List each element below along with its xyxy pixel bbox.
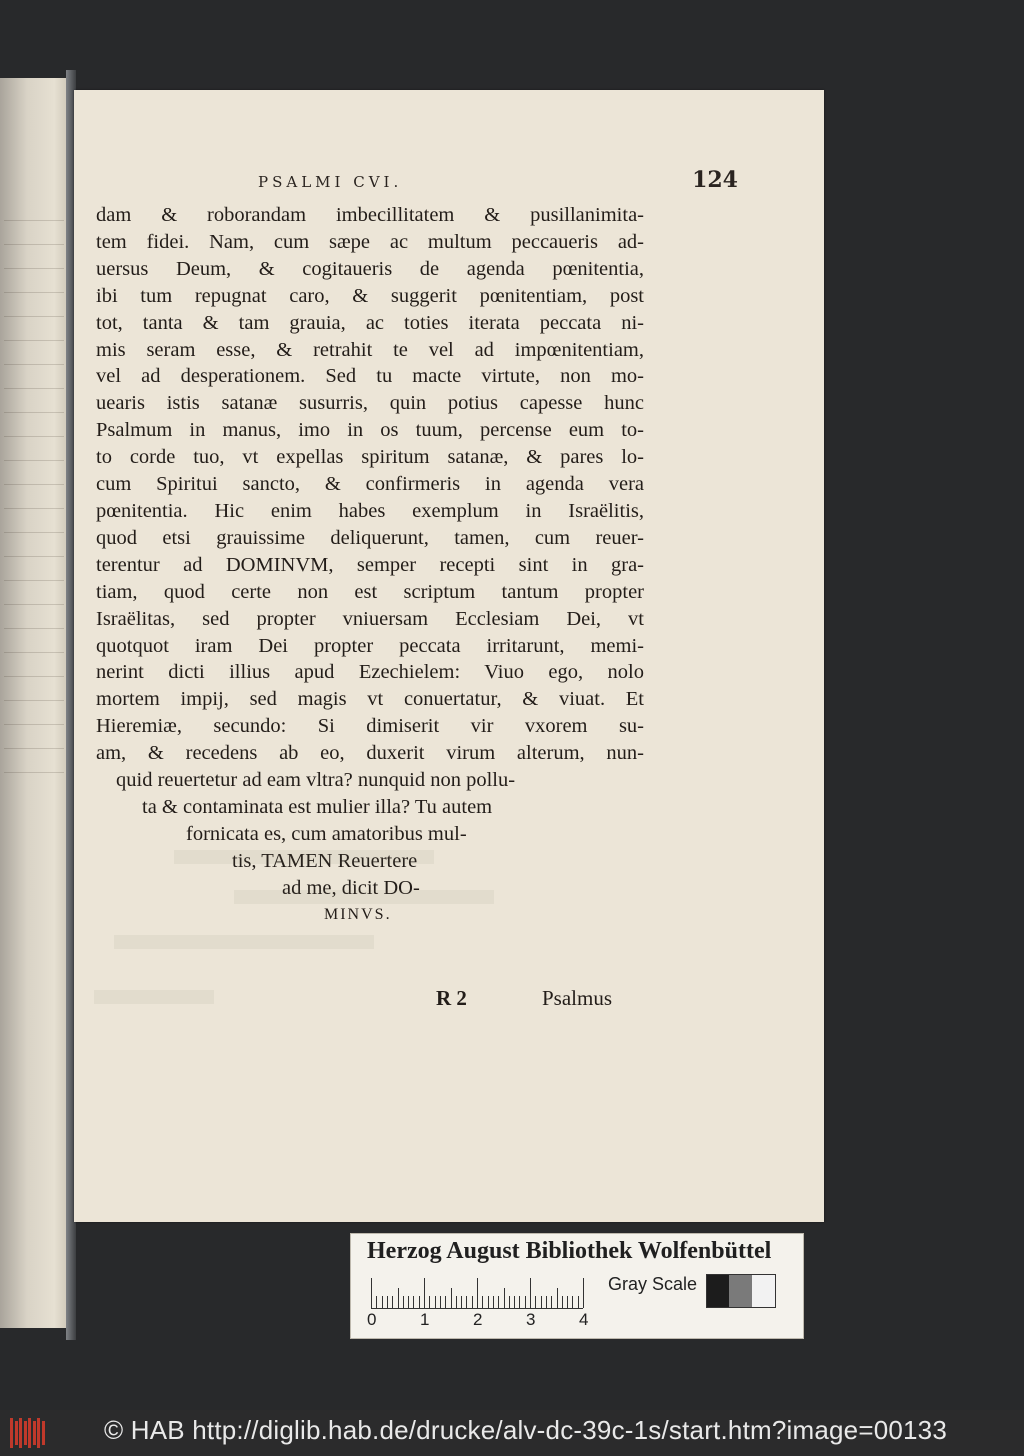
ruler-tick xyxy=(472,1296,473,1308)
text-line: nerint dicti illius apud Ezechielem: Viuo ego, nolo xyxy=(96,661,644,684)
ruler-tick xyxy=(440,1296,441,1308)
text-line: tiam, quod certe non est scriptum tantum propter xyxy=(96,580,644,603)
ruler-label: 3 xyxy=(526,1310,536,1329)
show-through-ghost xyxy=(174,850,434,864)
ruler-tick xyxy=(376,1296,377,1308)
ruler-tick xyxy=(451,1288,452,1308)
copyright-bar xyxy=(0,1410,1024,1456)
text-line: cum Spiritui sancto, & confirmeris in agenda vera xyxy=(96,473,644,496)
logo-bar xyxy=(24,1421,27,1445)
ruler-label: 4 xyxy=(579,1310,589,1329)
ruler-label: 1 xyxy=(420,1310,430,1329)
text-line: Psalmum in manus, imo in os tuum, percense eum to- xyxy=(96,419,644,442)
copyright-link[interactable]: © HAB http://diglib.hab.de/drucke/alv-dc-39c-1s/start.htm?image=00133 xyxy=(104,1415,948,1445)
facing-page-text-ghost xyxy=(4,198,64,774)
text-line: dam & roborandam imbecillitatem & pusillanimita- xyxy=(96,204,644,226)
logo-bar xyxy=(15,1421,18,1445)
show-through-ghost xyxy=(94,990,214,1004)
logo-bar xyxy=(37,1418,40,1448)
ruler-tick xyxy=(435,1296,436,1308)
logo-bar xyxy=(10,1418,13,1448)
library-name: Herzog August Bibliothek Wolfenbüttel xyxy=(367,1238,772,1264)
text-line: quod etsi grauissime deliquerunt, tamen, cum reuer- xyxy=(96,526,644,549)
text-line: uersus Deum, & cogitaueris de agenda pœnitentia, xyxy=(96,257,644,280)
ruler-scale xyxy=(371,1276,583,1309)
logo-bar xyxy=(42,1421,45,1445)
ruler-tick xyxy=(514,1296,515,1308)
ruler-tick xyxy=(583,1278,584,1308)
show-through-ghost xyxy=(114,935,374,949)
text-line: pœnitentia. Hic enim habes exemplum in Israëlitis, xyxy=(96,499,644,522)
ruler-tick xyxy=(429,1296,430,1308)
ruler-tick xyxy=(413,1296,414,1308)
ruler-tick xyxy=(419,1296,420,1308)
text-line: vel ad desperationem. Sed tu macte virtute, non mo- xyxy=(96,365,644,388)
text-line: am, & recedens ab eo, duxerit virum alterum, nun- xyxy=(96,742,644,765)
ruler-tick xyxy=(562,1296,563,1308)
ruler-tick xyxy=(466,1296,467,1308)
text-line: fornicata es, cum amatoribus mul- xyxy=(186,823,467,845)
show-through-ghost xyxy=(234,890,494,904)
ruler-tick xyxy=(557,1288,558,1308)
ruler-tick xyxy=(424,1278,425,1308)
gray-swatch-mid xyxy=(729,1274,752,1308)
ruler-label: 0 xyxy=(367,1310,377,1329)
ruler-tick xyxy=(493,1296,494,1308)
ruler-tick xyxy=(408,1296,409,1308)
ruler-tick xyxy=(382,1296,383,1308)
signature-mark: R 2 xyxy=(436,986,467,1010)
ruler-tick xyxy=(567,1296,568,1308)
ruler-tick xyxy=(488,1296,489,1308)
text-line: uearis istis satanæ susurris, quin potius capesse hunc xyxy=(96,392,644,415)
ruler-tick xyxy=(477,1278,478,1308)
text-line: ibi tum repugnat caro, & suggerit pœnitentiam, post xyxy=(96,284,644,307)
ruler-label: 2 xyxy=(473,1310,483,1329)
logo-bar xyxy=(33,1421,36,1445)
text-line: Hieremiæ, secundo: Si dimiserit vir vxorem su- xyxy=(96,715,644,738)
ruler-tick xyxy=(403,1296,404,1308)
ruler-tick xyxy=(387,1296,388,1308)
logo-bar xyxy=(28,1418,31,1448)
page-number: 124 xyxy=(692,167,738,193)
ruler-tick xyxy=(535,1296,536,1308)
ruler-tick xyxy=(445,1296,446,1308)
ruler-tick xyxy=(546,1296,547,1308)
text-line: mortem impij, sed magis vt conuertatur, & viuat. Et xyxy=(96,688,644,711)
catchword: Psalmus xyxy=(542,986,613,1010)
text-line: mis seram esse, & retrahit te vel ad impœnitentiam, xyxy=(96,338,644,361)
ruler-tick xyxy=(504,1288,505,1308)
text-line: MINVS. xyxy=(324,906,392,923)
text-line: quotquot iram Dei propter peccata irritarunt, memi- xyxy=(96,634,644,657)
text-line: tot, tanta & tam grauia, ac toties iterata peccata ni- xyxy=(96,311,644,334)
calibration-strip xyxy=(350,1233,804,1339)
text-line: tem fidei. Nam, cum sæpe ac multum peccaueris ad- xyxy=(96,230,644,253)
ruler-tick xyxy=(519,1296,520,1308)
ruler-tick xyxy=(525,1296,526,1308)
ruler-tick xyxy=(461,1296,462,1308)
ruler-tick xyxy=(551,1296,552,1308)
ruler-tick xyxy=(482,1296,483,1308)
ruler-tick xyxy=(541,1296,542,1308)
ruler-tick xyxy=(498,1296,499,1308)
text-line: ta & contaminata est mulier illa? Tu autem xyxy=(142,796,493,818)
book-page xyxy=(74,90,824,1222)
facing-page-edge xyxy=(0,78,68,1328)
gray-scale-label: Gray Scale xyxy=(608,1274,698,1294)
logo-bar xyxy=(19,1418,22,1448)
text-line: ad me, dicit DO- xyxy=(282,877,420,899)
body-text xyxy=(96,202,644,767)
ruler-tick xyxy=(578,1296,579,1308)
ruler-tick xyxy=(398,1288,399,1308)
ruler-tick xyxy=(371,1278,372,1308)
running-head: PSALMI CVI. xyxy=(258,173,403,191)
gray-swatch-black xyxy=(706,1274,730,1308)
ruler-tick xyxy=(509,1296,510,1308)
ruler-tick xyxy=(572,1296,573,1308)
hab-logo-icon xyxy=(10,1418,46,1448)
gray-swatch-white xyxy=(752,1274,776,1308)
ruler-tick xyxy=(456,1296,457,1308)
text-line: quid reuertetur ad eam vltra? nunquid non pollu- xyxy=(116,769,516,791)
ruler-tick xyxy=(392,1296,393,1308)
text-line: tis, TAMEN Reuertere xyxy=(232,850,418,872)
text-line: Israëlitas, sed propter vniuersam Ecclesiam Dei, vt xyxy=(96,607,644,630)
text-line: to corde tuo, vt expellas spiritum satanæ, & pares lo- xyxy=(96,446,644,469)
ruler-tick xyxy=(530,1278,531,1308)
text-line: terentur ad DOMINVM, semper recepti sint in gra- xyxy=(96,553,644,576)
